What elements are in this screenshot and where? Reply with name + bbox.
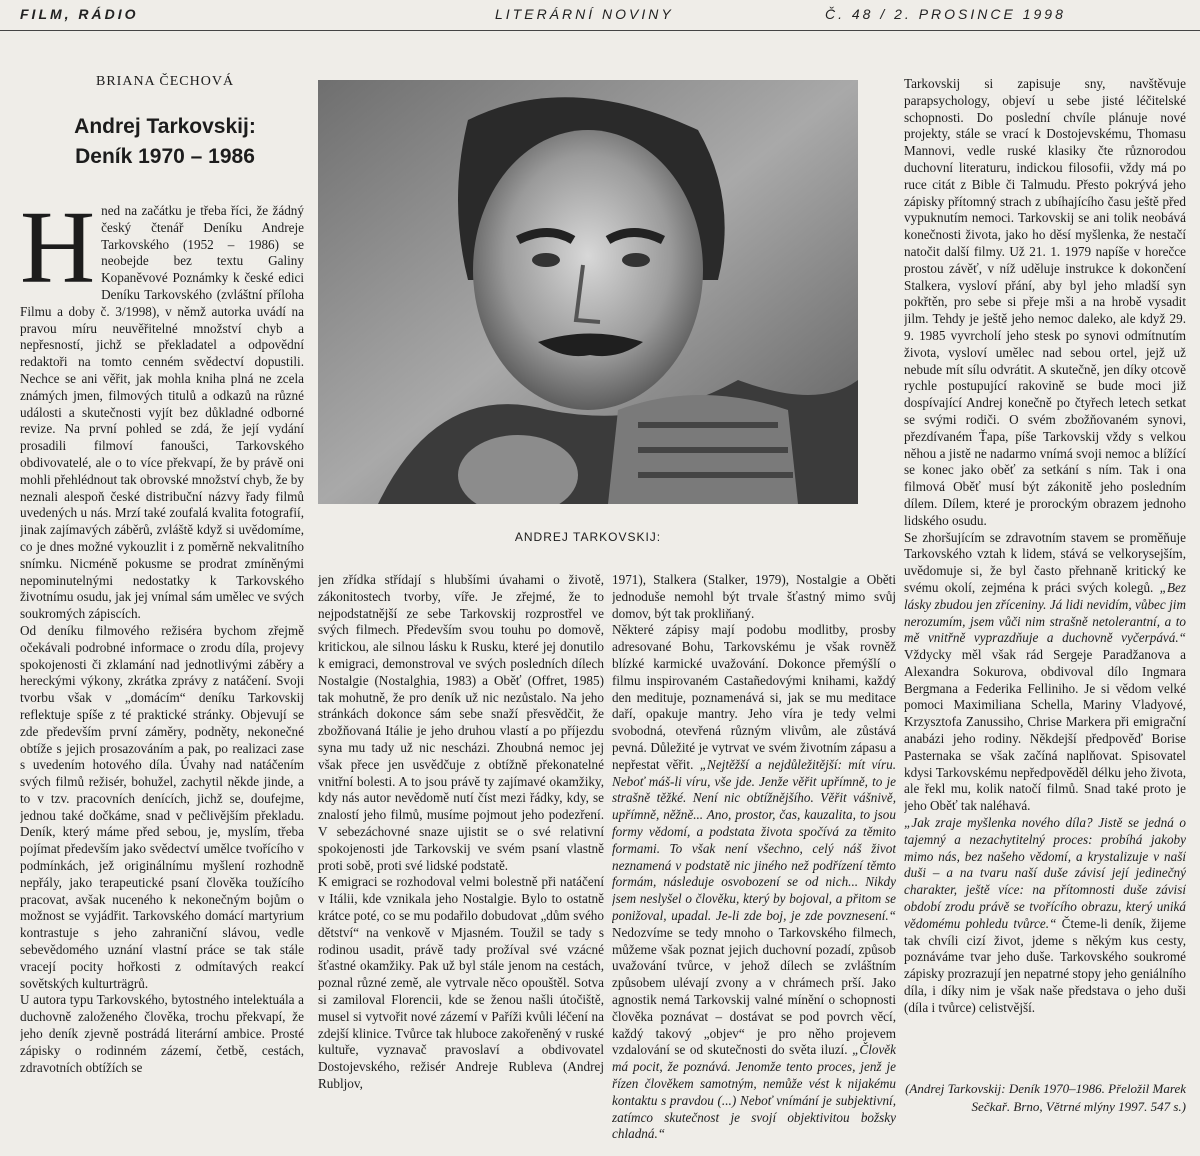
diary-quote: „Nejtěžší a nejdůležitější: mít víru. Neboť máš-li víru, vše jde. Jenže věřit upřímně, to je strašně těžké. Není nic obtížnějšího. Věřit vášnivě, upřímně, něžně... Ano, prostor, čas, kauzalita, to jsou formy vědomí, a podstata života spočívá za těmito formami. To však není všechno, celý náš život neznamená v podstatě nic jiného než podřízení těmto formám, následuje osvobození se od nich... Nikdy jsem neslyšel o člověku, který by bojoval, a přitom se ponižoval, upadal. Je-li zde boj, je zde povznesení.“: [612, 756, 896, 923]
header-rule: [0, 30, 1200, 31]
paragraph-text: Nedozvíme se tedy mnoho o Tarkovského filmech, můžeme však poznat jejich duchovní pozadí, způsob uvažování tvůrce, v jehož dílech se zvláštním způsobem ulévají zvony a v chrámech prší. Jako agnostik nemá Tarkovskij valné mínění o schopnosti člověka poznávat – dostávat se pod povrch věcí, každý takový „objev“ je pro něho projevem vzdalování se od skutečnosti do světa iluzí.: [612, 924, 896, 1058]
paragraph: Tarkovskij si zapisuje sny, navštěvuje parapsychology, objeví u sebe jisté léčitelské schopnosti. Do poslední chvíle plánuje nové projekty, stále se vrací k Dostojevskému, Thomasu Mannovi, vedle ruské klasiky čte různorodou duchovní literaturu, indickou filosofii, vždy má po ruce citát z Bible či Talmudu. Přesto pokrývá jeho zápisky přítomný strach z ubíhajícího času ještě před vypuknutím nemoci. Tarkovskij se ani tolik neobává konečnosti života, jako ho děsí myšlenka, že nestačí natočit další filmy. Už 21. 1. 1979 napíše v horečce prostou závěť, v níž uděluje instrukce k dokončení Stalkera, vysloví přání, aby byl jeho mladší syn pokřtěn, pro sebe si přeje mši a na hrobě vysadit jilm. Tehdy je ještě jeho nemoc daleko, ale když 29. 9. 1985 vyvrcholí jeho stesk po synovi odmítnutím života, vysloví umělec nad sebou ortel, jejž už nebude mít sílu odvrátit. A skutečně, jen díky otcově rychle postupující rakovině se bude moci již dospívající Andrej konečně po čtyřech letech setkat se svými rodiči. O svém zbožňovaném synovi, přezdívaném Ťapa, píše Tarkovskij vždy s velkou něhou a jistě ne nadarmo vnímá svoji nemoc a blížící se konec jako oběť za setkání s ním. Tak i ona filmová Oběť musí být zákonitě jeho posledním dílem. Dílem, které je prorockým obrazem jednoho lidského osudu.: [904, 76, 1186, 528]
paragraph: [904, 815, 1186, 1017]
column-3: [612, 572, 896, 1152]
paragraph-text: Čteme-li deník, žijeme tak chvíli cizí život, jdeme s někým kus cesty, poznáváme tvar jeho duše. Tarkovského soukromé zápisky prozrazují jen nepatrné stopy jeho geniálního díla, i díky nim je však naše představa o jeho duši (díla i tvůrce) celistvější.: [904, 915, 1186, 1015]
paragraph-text: Se zhoršujícím se zdravotním stavem se proměňuje Tarkovského vztah k lidem, stává se velkorysejším, uvědomuje si, že byl často přehnaně kritický ke svému okolí, zejména k práci svých kolegů.: [904, 529, 1186, 595]
photo-caption: ANDREJ TARKOVSKIJ:: [514, 530, 662, 544]
diary-quote: „Člověk má pocit, že poznává. Jenomže tento proces, jenž je řízen člověkem samotným, nemůže vést k nijakému kontaktu s pravdou (...) Neboť vnímání je subjektivní, zatímco skutečnost je svojí objektivitou božsky chladná.“: [612, 1042, 896, 1142]
title-line-1: Andrej Tarkovskij:: [74, 115, 256, 138]
diary-quote: „Bez lásky zbudou jen zříceniny. Já lidi nevidím, vůbec jim nerozumím, jsem vůči nim strašně netolerantní, a to mě vnitřně vyprazdňuje a duchovně vyčerpává.“: [904, 579, 1186, 646]
paragraph: 1971), Stalkera (Stalker, 1979), Nostalgie a Oběti jednoduše nemohl být trvale šťastný mimo svůj domov, být tak prokliňaný.: [612, 572, 896, 621]
section-label: FILM, RÁDIO: [20, 6, 139, 22]
paragraph: jen zřídka střídají s hlubšími úvahami o životě, zákonitostech tvorby, víře. Je zřejmé, že to nejpodstatnější ze sebe Tarkovskij rozprostřel ve svých filmech. Především svou touhu po domově, kritickou, ale silnou lásku k Rusku, které jej donutilo k emigraci, demonstroval ve svých posledních dílech Nostalgie (Nostalghia, 1983) a Oběť (Offret, 1985) tak mohutně, že pro deník už nic nezůstalo. Na jeho stránkách dokonce sám sebe snaží přesvědčit, že zbožňovaná Itálie je jeho druhou vlastí a po příjezdu syna mu tady už nic nescházi. Zhoubná nemoc jej však přece jen usvědčuje z obtížně překonatelné vnitřní bolesti. A to jsou právě ty zajímavé okamžiky, kdy nás autor nevědomě nutí číst mezi řádky, kdy, se znalostí jeho filmů, musíme pojmout jeho podezření. V sebezáchovné snaze ujistit se o své relativní spokojenosti jde Tarkovskij ve svém psaní vlastně proti sobě, proti své lidské podstatě.: [318, 572, 604, 873]
paragraph-text: Některé zápisy mají podobu modlitby, prosby adresované Bohu, Tarkovskému je však rovněž blízké karmické uvažování. Dokonce přemýšlí o filmu inspirovaném Castañedovými knihami, každý den medituje, poznamenává si, jak se mu meditace daří, opakuje mantry. Jeho víra je tedy velmi svobodná, otevřená různým vlivům, ale zůstává pevná. Důležité je vytrvat ve svém životním zápasu a nepřestat věřit.: [612, 622, 896, 772]
article-title: [20, 112, 310, 172]
diary-quote: „Jak zraje myšlenka nového díla? Jistě se jedná o tajemný a nezachytitelný proces: probíhá jakoby mimo nás, bez našeho vědomí, a krystalizuje v naší duši – a na tvaru naší duše závisí její jedinečný charakter, ještě více: na přítomnosti duše závisí období zrodu právě se tvořícího obrazu, který uniká vědomému pohledu tvůrce.“: [904, 815, 1186, 931]
paragraph-text: ned na začátku je třeba říci, že žádný český čtenář Deníku Andreje Tarkovského (1952 – 1986) se neobejde bez textu Galiny Kopaněvové Poznámky k české edici Deníku Tarkovského (zvláštní příloha Filmu a doby č. 3/1998), v němž autorka uvádí na pravou míru neuvěřitelné množství chyb a nepřesností, jichž se překladatel a odpovědní redaktoři na tomto cenném svědectví dopustili. Nechce se ani věřit, jak mohla kniha plná ne zcela známých jmen, filmových titulů a odkazů na různé události a skutečnosti vyjít bez důkladné odborné revize. Na první pohled se zdá, že její vydání prosadili filmoví fanoušci, Tarkovského obdivovatelé, ale o to více překvapí, že by právě oni mohli přehlédnout tak obrovské množství chyb, že by neznali alespoň české distribuční názvy řady filmů uvedených u nás. Mrzí také zoufalá kvalita fotografií, jinak zajímavých záběrů, zvláště když si uvědomíme, co je dnes možné vykouzlit i z poměrně nekvalitního snímku. Nicméně pokusme se prodrat zmíněnými nepominutelnými nedostatky k Tarkovského životnímu osudu, jak jej vnímal sám umělec ve svých soukromých zápiscích.: [20, 203, 304, 622]
drop-cap: H: [20, 203, 96, 305]
column-1: [20, 203, 304, 1153]
title-line-2: Deník 1970 – 1986: [75, 145, 255, 168]
paragraph-text: Vždycky měl však rád Sergeje Paradžanova a Alexandra Sokurova, obdivoval dílo Ingmara Bergmana a Federika Felliniho. Je si vědom velké pomoci Maximiliana Schella, Mariny Vladyové, Krzysztofa Zanussiho, Chrise Markera při emigrační anabázi jeho rodiny. Někdejší předpověď Borise Pasternaka se však začíná naplňovat. Spisovatel kdysi Tarkovskému nepředpověděl délku jeho života, ale řekl mu, kolik natočí filmů. Snad také proto je jeho Oběť tak naléhavá.: [904, 647, 1186, 814]
paragraph: [612, 622, 896, 1143]
column-4: [904, 76, 1186, 1076]
portrait-photo-graphic: [318, 80, 858, 504]
paragraph: K emigraci se rozhodoval velmi bolestně při natáčení v Itálii, kde vznikala jeho Nostalgie. Bylo to ostatně krátce poté, co se mu podařilo dobudovat „dům svého dětství“ na venkově v Mjasném. Toužil se tady s rodinou usadit, právě tady prožíval své vzácné šťastné okamžiky. Pak už byl stále jenom na cestách, poznal různé země, ale vytrvale něco opouštěl. Sotva si zamiloval Florencii, kde se ženou našli útočiště, musel si vytvořit nové zázemí v Paříži kvůli léčení na zdejší klinice. Tvůrce tak hluboce zakořeněný v ruské kultuře, vyznavač pravoslaví a obdivovatel Dostojevského, režisér Andreje Rubleva (Andrej Rubljov,: [318, 874, 604, 1091]
author-byline: BRIANA ČECHOVÁ: [96, 74, 235, 89]
issue-info: Č. 48 / 2. PROSINCE 1998: [825, 6, 1066, 22]
column-2: [318, 572, 604, 1152]
paragraph: Od deníku filmového režiséra bychom zřejmě očekávali podrobné informace o zrodu díla, projevy spokojenosti či zklamání nad jednotlivými záběry a hereckými výkony, zkrátka zprávy z natáčení. Svoji tvorbu však v „domácím“ deníku Tarkovskij reflektuje spíše z té praktické stránky. Objevují se zde především první záměry, podněty, nekonečné obtíže s jejich prosazováním a pak, po realizaci zase s uvedením hotového díla. Úvahy nad natáčením svých filmů režisér, bohužel, zachytil někde jinde, a to v tzv. pracovních denících, jichž se, doufejme, jednou také dočkáme, snad v pečlivějším překladu. Deník, který máme před sebou, je, myslím, třeba pojímat především jako svědectví umělce tvořícího v podmínkách, jež originálnímu myšlení rozhodně nepřály, jako terapeutické psaní člověka toužícího pracovat, avšak nuceného k nekonečným bojům o možnost se vyjádřit. Tarkovského domácí martyrium kontrastuje s jeho zahraniční slávou, vedle sebevědomého uznání vlastní práce se tak stále vracejí pocity hořkosti z odmítavých reakcí sovětských kulturträgrů.: [20, 622, 304, 991]
book-credit: (Andrej Tarkovskij: Deník 1970–1986. Přeložil Marek Sečkař. Brno, Větrné mlýny 1997. 547 s.): [905, 1081, 1186, 1114]
paragraph: [904, 530, 1186, 816]
paragraph: U autora typu Tarkovského, bytostného intelektuála a duchovně založeného člověka, trochu překvapí, že jeho deník zjevně postrádá literární ambice. Prosté zápisky o rodinném zázemí, četbě, cestách, zdravotních obtížích se: [20, 992, 304, 1075]
publication-name: LITERÁRNÍ NOVINY: [495, 6, 674, 22]
portrait-photo: [318, 80, 858, 504]
paragraph: [20, 203, 304, 623]
